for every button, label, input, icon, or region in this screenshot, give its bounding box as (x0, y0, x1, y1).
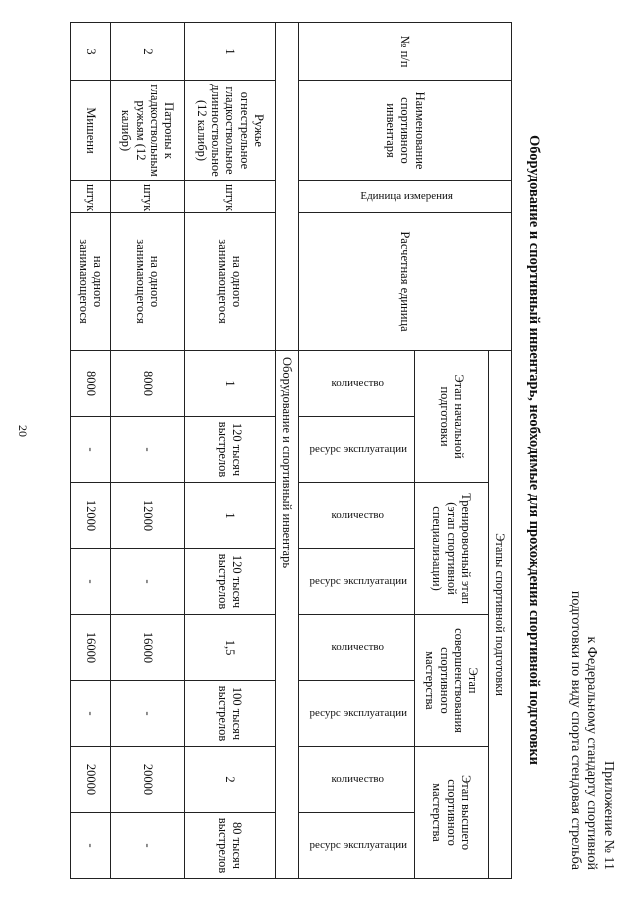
row-num: 3 (71, 23, 111, 81)
row-cell: - (71, 681, 111, 747)
header-unit: Единица измерения (360, 190, 454, 203)
row-unit: штук (111, 181, 185, 213)
row-cell: 12000 (71, 483, 111, 549)
header-calc: Расчетная единица (299, 213, 512, 351)
header-qty: количество (331, 509, 385, 522)
header-stage-2: Тренировочный этап (этап спортивной специализации) (415, 483, 489, 615)
document-title: Оборудование и спортивный инвентарь, необходимые для прохождения спортивной подготовки (526, 134, 542, 766)
row-cell: 80 тысяч выстрелов (185, 813, 276, 879)
row-cell: 1,5 (185, 615, 276, 681)
row-num: 2 (111, 23, 185, 81)
appendix-line-1: Приложение № 11 (601, 761, 616, 870)
row-cell: 20000 (111, 747, 185, 813)
row-name: Патроны к гладкоствольным ружьям (12 калибр) (111, 81, 185, 181)
row-cell: 8000 (111, 351, 185, 417)
row-calc: на одного занимающегося (111, 213, 185, 351)
row-calc: на одного занимающегося (71, 213, 111, 351)
row-name: Ружье огнестрельное гладкоствольное длинноствольное (12 калибр) (185, 81, 276, 181)
section-label: Оборудование и спортивный инвентарь (276, 351, 299, 879)
header-name: Наименование спортивного инвентаря (299, 81, 512, 181)
row-cell: 20000 (71, 747, 111, 813)
equipment-table-container (70, 22, 512, 878)
row-cell: - (111, 681, 185, 747)
row-cell: 16000 (71, 615, 111, 681)
row-cell: 120 тысяч выстрелов (185, 417, 276, 483)
landscape-content (60, 20, 620, 880)
header-resource: ресурс эксплуатации (309, 443, 407, 456)
header-qty-4-cell (299, 747, 415, 813)
row-cell: 16000 (111, 615, 185, 681)
row-cell: - (71, 549, 111, 615)
row-cell: 100 тысяч выстрелов (185, 681, 276, 747)
appendix-line-3: подготовки по виду спорта стендовая стрельба (568, 590, 583, 870)
row-cell: - (71, 417, 111, 483)
row-calc: на одного занимающегося (185, 213, 276, 351)
header-stages-group: Этапы спортивной подготовки (489, 351, 512, 879)
header-resource: ресурс эксплуатации (309, 707, 407, 720)
header-resource-1-cell (299, 417, 415, 483)
header-stage-4: Этап высшего спортивного мастерства (415, 747, 489, 879)
appendix-block (567, 591, 617, 870)
header-unit-cell (299, 181, 512, 213)
table-row (111, 23, 185, 879)
header-num: № п/п (299, 23, 512, 81)
header-resource-4-cell (299, 813, 415, 879)
section-row (276, 23, 299, 879)
row-cell: - (111, 549, 185, 615)
header-resource: ресурс эксплуатации (309, 839, 407, 852)
equipment-table (70, 22, 512, 879)
header-qty: количество (331, 641, 385, 654)
header-qty-3-cell (299, 615, 415, 681)
row-cell: 2 (185, 747, 276, 813)
table-row (185, 23, 276, 879)
row-num: 1 (185, 23, 276, 81)
row-cell: - (111, 417, 185, 483)
header-resource: ресурс эксплуатации (309, 575, 407, 588)
header-row-1 (489, 23, 512, 879)
row-name: Мишени (71, 81, 111, 181)
row-cell: - (71, 813, 111, 879)
appendix-line-2: к Федеральному стандарту спортивной (584, 636, 600, 870)
section-spacer (276, 23, 299, 351)
header-qty-2-cell (299, 483, 415, 549)
row-cell: 1 (185, 483, 276, 549)
header-resource-2-cell (299, 549, 415, 615)
header-resource-3-cell (299, 681, 415, 747)
row-cell: 8000 (71, 351, 111, 417)
header-qty-1-cell (299, 351, 415, 417)
table-row (71, 23, 111, 879)
row-unit: штук (71, 181, 111, 213)
header-stage-1: Этап начальной подготовки (415, 351, 489, 483)
row-cell: 120 тысяч выстрелов (185, 549, 276, 615)
header-qty: количество (331, 377, 385, 390)
row-cell: 12000 (111, 483, 185, 549)
row-cell: - (111, 813, 185, 879)
page-number: 20 (16, 425, 30, 437)
row-unit: штук (185, 181, 276, 213)
header-qty: количество (331, 773, 385, 786)
header-stage-3: Этап совершенствования спортивного мастерства (415, 615, 489, 747)
row-cell: 1 (185, 351, 276, 417)
